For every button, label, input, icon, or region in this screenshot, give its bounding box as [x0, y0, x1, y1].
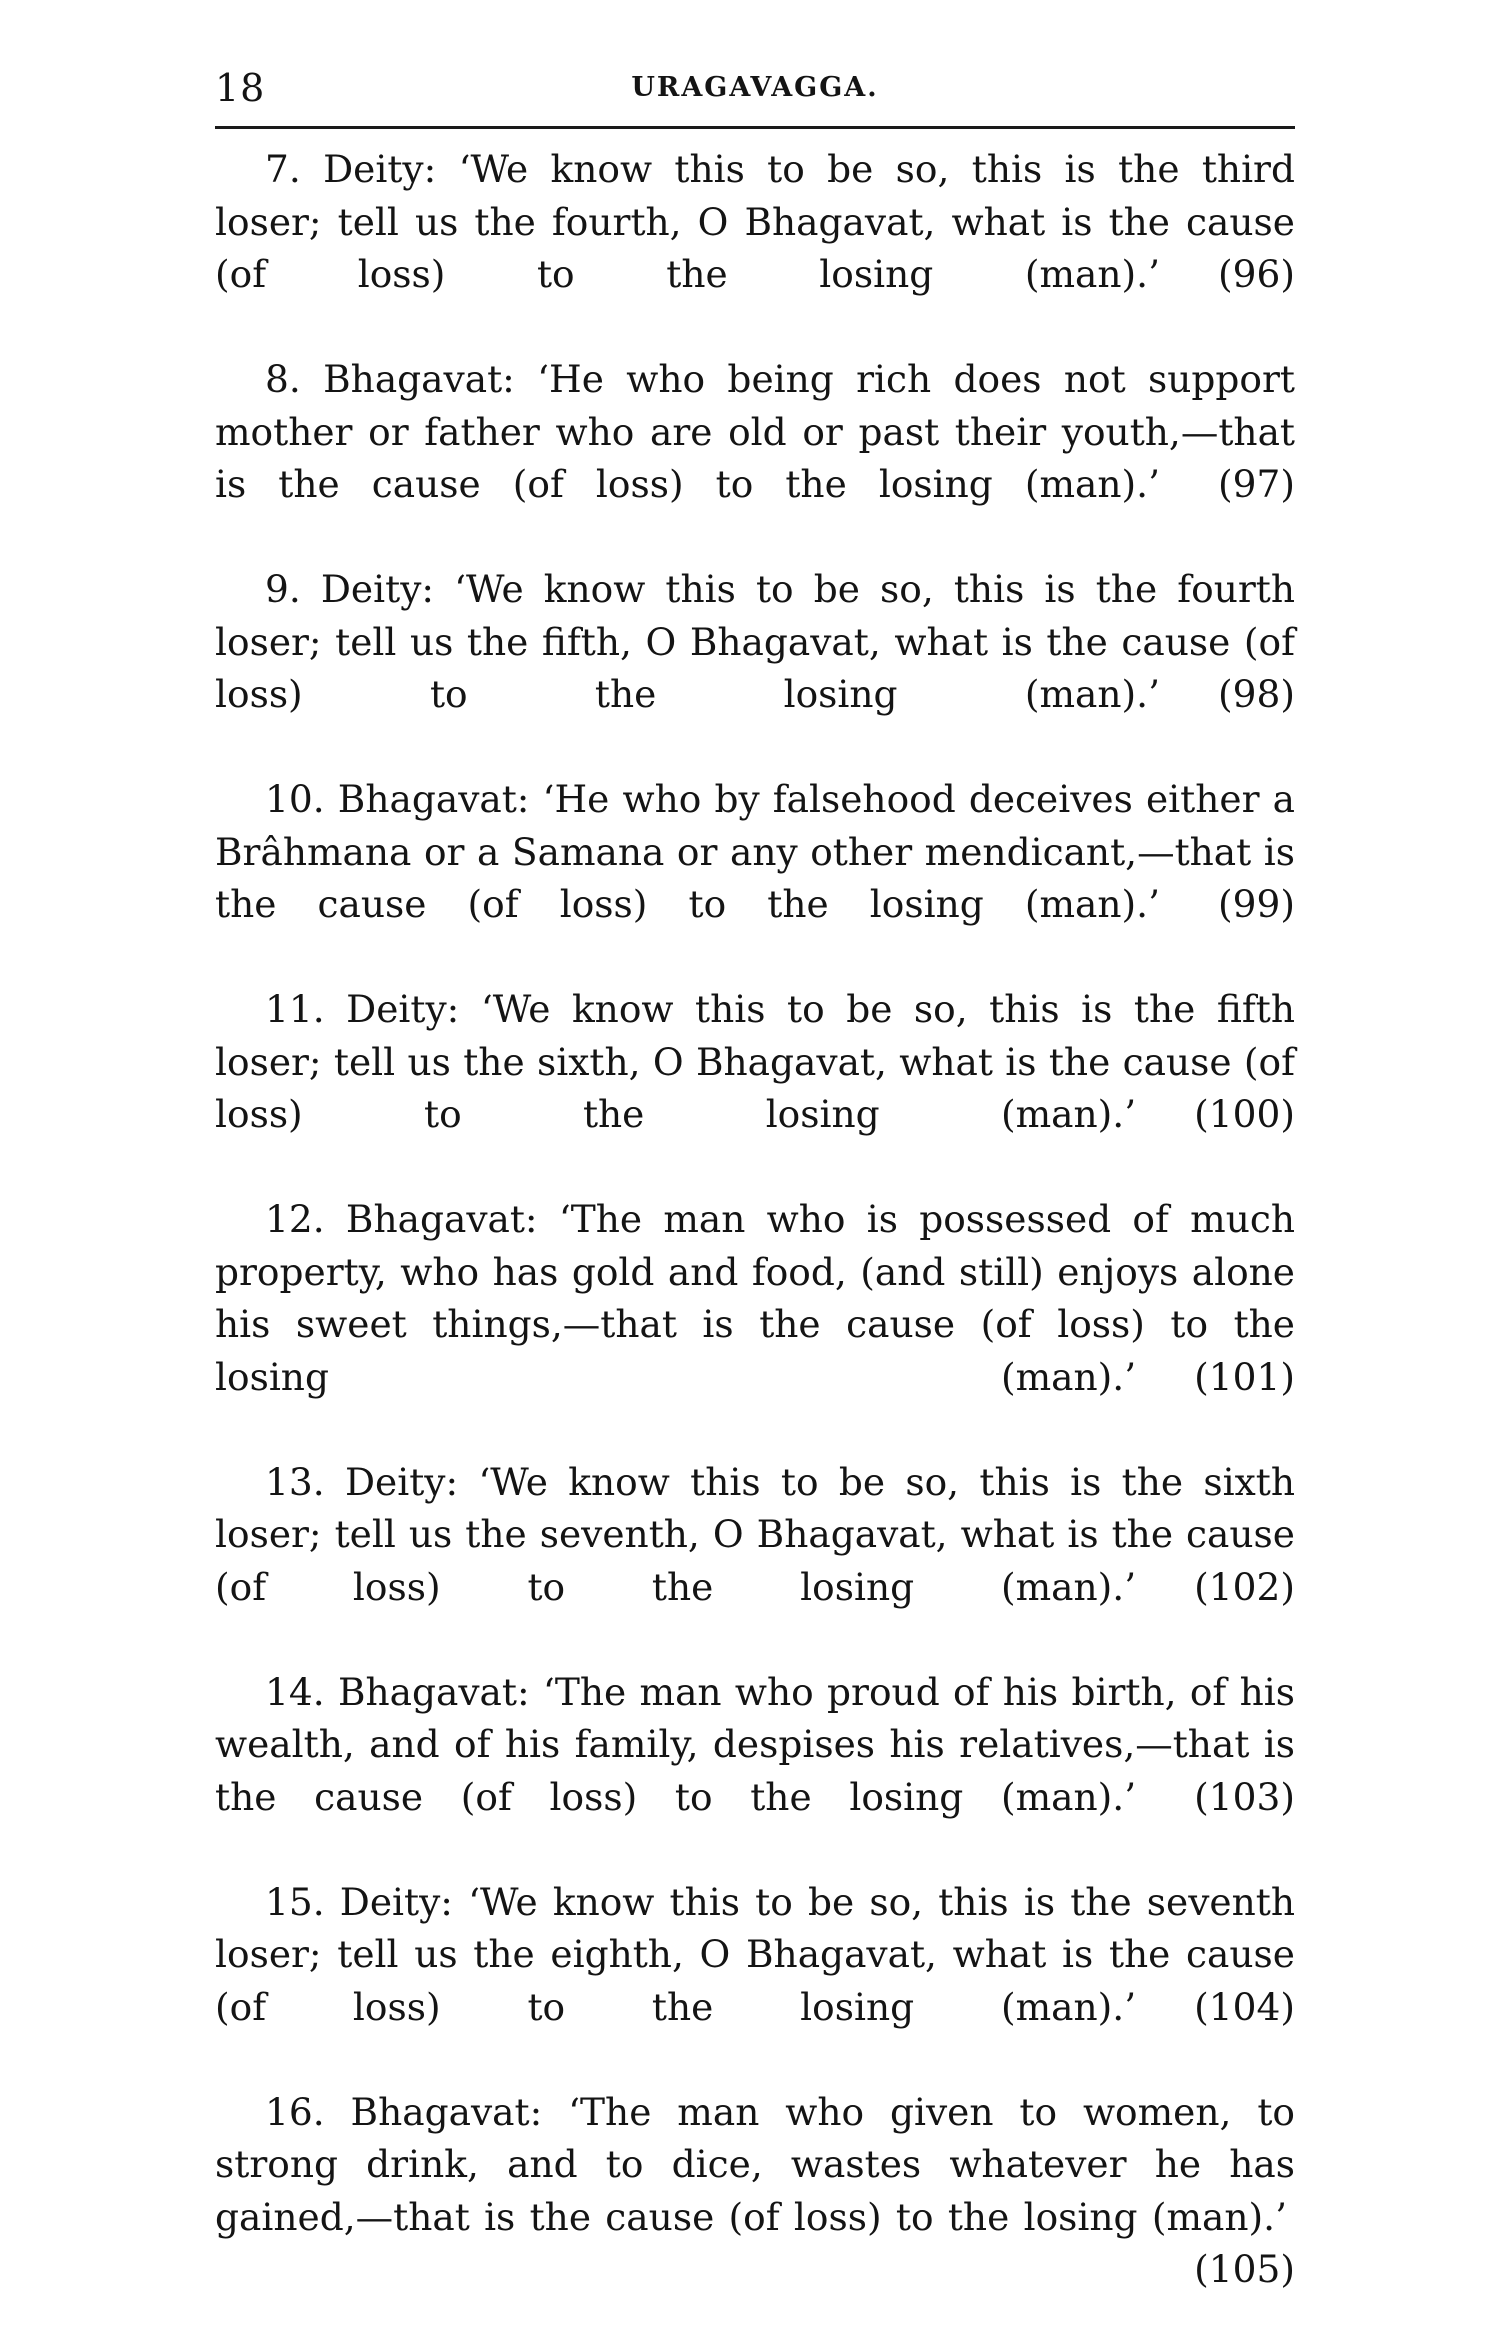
running-title: URAGAVAGGA. [215, 72, 1295, 103]
verse-text: 14. Bhagavat: ‘The man who proud of his birth, of his wealth, and of his family, despises his relatives,—that is the cause (of loss) to the losing (man).’ [215, 1670, 1295, 1819]
verse-text: 7. Deity: ‘We know this to be so, this is the third loser; tell us the fourth, O Bhagavat, what is the cause (of loss) to the losing (man).’ [215, 147, 1295, 296]
verse [215, 143, 1295, 353]
verse [215, 1666, 1295, 1876]
verse-number: (98) [1168, 668, 1295, 721]
verse-number: (99) [1168, 878, 1295, 931]
verse [215, 563, 1295, 773]
verse-text: 15. Deity: ‘We know this to be so, this is the seventh loser; tell us the eighth, O Bhagavat, what is the cause (of loss) to the losing (man).’ [215, 1880, 1295, 2029]
verse [215, 773, 1295, 983]
verse-text: 10. Bhagavat: ‘He who by falsehood deceives either a Brâhmana or a Samana or any other mendicant,—that is the cause (of loss) to the losing (man).’ [215, 777, 1295, 926]
verse-number: (105) [1144, 2243, 1295, 2296]
book-page [215, 60, 1295, 2348]
verse-number: (104) [1144, 1981, 1295, 2034]
verse-text: 11. Deity: ‘We know this to be so, this is the fifth loser; tell us the sixth, O Bhagavat, what is the cause (of loss) to the losing (man).’ [215, 987, 1295, 1136]
verse-text: 9. Deity: ‘We know this to be so, this is the fourth loser; tell us the fifth, O Bhagavat, what is the cause (of loss) to the losing (man).’ [215, 567, 1295, 716]
verse-number: (102) [1144, 1561, 1295, 1614]
verse-text: 12. Bhagavat: ‘The man who is possessed of much property, who has gold and food, (and still) enjoys alone his sweet things,—that is the cause (of loss) to the losing (man).’ [215, 1197, 1295, 1399]
page-header [215, 60, 1295, 120]
verse-number: (101) [1144, 1351, 1295, 1404]
verse-text: 13. Deity: ‘We know this to be so, this is the sixth loser; tell us the seventh, O Bhagavat, what is the cause (of loss) to the losing (man).’ [215, 1460, 1295, 1609]
verse [215, 2086, 1295, 2348]
verse-number: (97) [1168, 458, 1295, 511]
verse-number: (96) [1168, 248, 1295, 301]
header-rule [215, 126, 1295, 129]
verse [215, 983, 1295, 1193]
verse-list [215, 143, 1295, 2348]
verse-number: (100) [1144, 1088, 1295, 1141]
verse [215, 1193, 1295, 1456]
page-number: 18 [215, 66, 265, 110]
verse-number: (103) [1144, 1771, 1295, 1824]
verse-text: 8. Bhagavat: ‘He who being rich does not support mother or father who are old or past their youth,—that is the cause (of loss) to the losing (man).’ [215, 357, 1295, 506]
verse [215, 1876, 1295, 2086]
verse-text: 16. Bhagavat: ‘The man who given to women, to strong drink, and to dice, wastes whatever he has gained,—that is the cause (of loss) to the losing (man).’ [215, 2090, 1295, 2239]
verse [215, 353, 1295, 563]
verse [215, 1456, 1295, 1666]
